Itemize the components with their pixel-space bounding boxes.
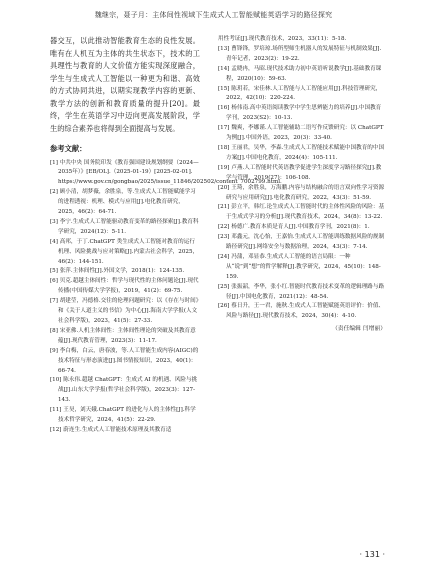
left-column xyxy=(50,35,282,436)
reference-item: [22] 杨德广.教育本质是育人[J].中国教育学刊，2021(8)：1. xyxy=(218,224,370,231)
reference-item: [4] 高邦，于丁.ChatGPT 类生成式人工智能对教育的运行机理、风险挑战与应对策略[J].内蒙古社会科学，2025，46(2)：144-151. xyxy=(50,238,199,265)
reference-item: [2] 顾小清，胡梦薇，余胜泉，等.生成式人工智能赋能学习的进程透视：机理、模式与应用[J].电化教育研究，2025，46(2)：64-71. xyxy=(50,189,196,216)
reference-item: [16] 杨伟南.高中英语阅读教学中学生思辨能力的培养[J].中国教育学刊，2023(S2)：10-13. xyxy=(218,105,382,122)
reference-item: [20] 王琦，余胜泉，万海鹏.内容与结构融合的语言双向性学习资源研究与应用研究[J].电化教育研究，2022，43(3)：51-59. xyxy=(218,184,385,201)
reference-item: [6] 贝克.超越主体间性：哲学与现代性的主体问题论[J].现代传播(中国传媒大学学报)，2019，41(2)：69-75. xyxy=(50,278,199,295)
reference-item: [7] 胡建莹，冯德格.交往的伦理问题研究：以《存在与时间》和《关于人道主义的书信》为中心[J].海南大学学报(人文社会科学版)，2023，41(5)：27-33. xyxy=(50,298,199,324)
reference-item: [3] 李宁.生成式人工智能驱动教育变革的路径探索[J].教育科学研究，2024(12)：5-11. xyxy=(50,218,199,235)
reference-item: [17] 魏爽，李娜谨.人工智能辅助二语写作反馈研究：以 ChatGPT 为例[J].中国外语，2023，20(3)：33-40. xyxy=(218,125,384,142)
reference-item: [24] 冯蒲，邓显恭.生成式人工智能的语言局限：一种从“说”到“想”的哲学解释[J].教学研究，2024，45(10)：148-159. xyxy=(218,253,381,280)
reference-item: [14] 孟晓冉，马昭.现代技术助力初中英语听说教学[J].基础教育课程，2020(10)：59-63. xyxy=(218,65,382,82)
reference-item: [8] 宋亚佛.人机主体间性：主体间性理论的突破及其教育意蕴[J].现代教育管理，2023(3)：11-17. xyxy=(50,327,196,344)
page-number: · 131 · xyxy=(359,550,385,559)
reference-item: [12] 蔚连生.生成式人工智能技术原理及其教育适 xyxy=(50,426,172,433)
references-title: 参考文献： xyxy=(50,144,87,153)
editor-note: （责任编辑 闫增丽） xyxy=(331,326,386,333)
reference-item: [23] 邓鑫元，沈心怡，王嘉怡.生成式人工智能训练数据风险的规制路径研究[J].网络安全与数据治理，2024，43(3)：7-14. xyxy=(218,234,385,251)
reference-item: 用性考证[J].现代教育技术，2023，33(11)：5-18. xyxy=(218,36,347,42)
reference-item: [13] 曹锋锋，罗培琼.场所型师生机器人的发展特征与机制效果[J].青年记者，2023(2)：19-22. xyxy=(218,45,382,62)
reference-item: [18] 王丽君，吴华，李森.生成式人工智能技术赋能中国教育的中国方案[J].中国电化教育，2024(4)：105-111. xyxy=(218,144,385,161)
right-column xyxy=(218,35,386,335)
reference-item: [25] 张振韶，李华，张小红.智能时代教育技术变革的逻辑理路与路径[J].中国电化教育，2021(12)：48-54. xyxy=(218,283,385,300)
reference-item: [10] 陈永伟.超越 ChatGPT：生成式 AI 的机遇、风险与挑战[J].山东大学学报(哲学社会科学版)，2023(3)：127-143. xyxy=(50,377,198,404)
reference-item: [5] 张萍.主体间性[J].外国文学，2018(1)：124-135. xyxy=(50,268,185,275)
reference-item: [19] 卢燕.人工智能时代英语教学促进学生深度学习路径探究[J].教学与管理，2019(27)：106-108. xyxy=(218,164,382,181)
reference-item: [1] 中共中央 国务院印发《教育强国建设规划纲要（2024—2035年）》[EB/OL].（2025-01-19）[2025-02-01]. https://www.gov.cn/gongbao/2025/issue_11846/202502/content_7002799.html. xyxy=(50,159,282,186)
reference-item: [9] 李白梅，白云，唐春波，等.人工智能生成内容(AIGC)的技术特征与形态演进[J].图书情报知识，2023，40(1)：66-74. xyxy=(50,347,199,374)
reference-item: [26] 蔡日升，王一君，施秋.生成式人工智能赋能英语评价：价值、风险与路径[J].现代教育技术，2024，30(4)：4-10. xyxy=(218,303,385,320)
running-header: 魏继宗，聂子月：主体间性视域下生成式人工智能赋能英语学习的路径探究 xyxy=(94,11,333,19)
body-paragraph: 器交互，以此推动智能教育生态的良性发展。唯有在人机互为主体的共生状态下，技术的工具理性与教育的人文价值方能实现深度融合，学生与生成式人工智能以一种更为和谐、高效的方式协同共进，以期实现教学内容的更新、教学方法的创新和教育质量的提升[20]。最终，学生在英语学习中迈向更高发展阶段，学生的综合素养也将得到全面提高与发展。 xyxy=(50,36,200,133)
reference-item: [11] 王昊，刘天娥.ChatGPT 的进化与人的主体性[J].科学技术哲学研究，2024，41(5)：22-29. xyxy=(50,407,196,424)
reference-item: [21] 彭立平，韩红.论生成式人工智能时代的主体性风险的风险：基于生成式学习的分析[J].现代教育技术，2024，34(8)：13-22. xyxy=(218,204,385,221)
reference-item: [15] 陈玥若，宋佳林.人工智能与人工智能应用[J].科技管理研究，2022，42(10)：220-224. xyxy=(218,85,382,102)
